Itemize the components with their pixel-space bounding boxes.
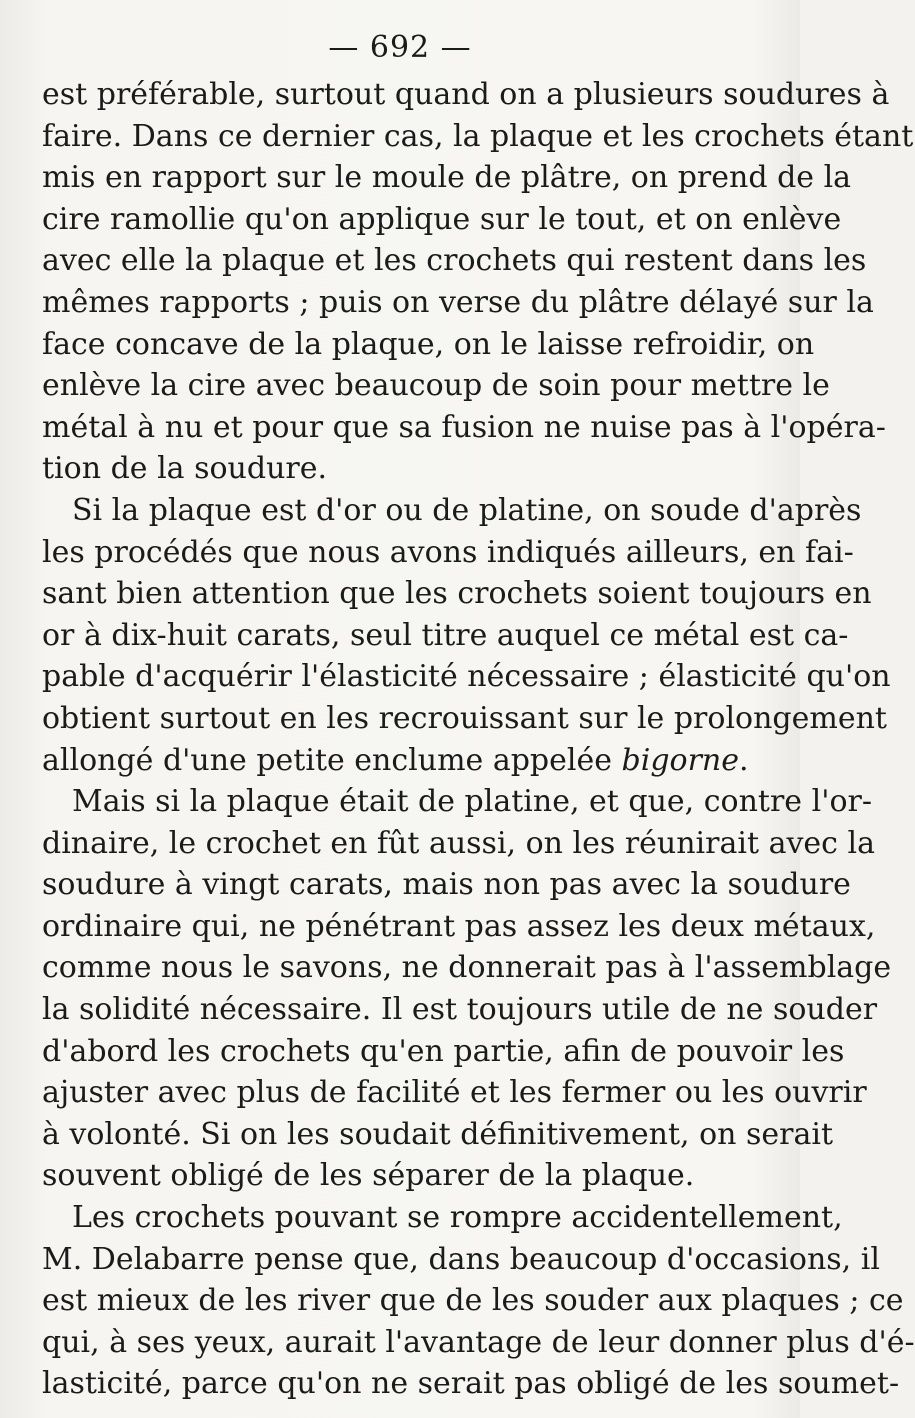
text-line [42, 1031, 845, 1073]
line-text: dinaire, le crochet en fût aussi, on les réunirait avec la [42, 825, 875, 861]
text-line [42, 1114, 834, 1156]
line-text: allongé d'une petite enclume appelée [42, 742, 612, 778]
line-text: avec elle la plaque et les crochets qui restent dans les [42, 243, 867, 279]
line-text: lasticité, parce qu'on ne serait pas obligé de les soumet- [42, 1366, 900, 1402]
text-line [42, 864, 851, 906]
text-line [42, 1363, 900, 1405]
line-text: pable d'acquérir l'élasticité nécessaire ; élasticité qu'on [42, 659, 891, 695]
line-text: face concave de la plaque, on le laisse refroidir, on [42, 326, 815, 362]
line-text: est préférable, surtout quand on a plusieurs soudures à [42, 77, 890, 112]
text-line [42, 282, 874, 324]
text-line [42, 407, 886, 449]
text-line [42, 906, 876, 948]
line-text: or à dix-huit carats, seul titre auquel ce métal est ca- [42, 617, 849, 653]
line-text: d'abord les crochets qu'en partie, afin de pouvoir les [42, 1033, 845, 1069]
text-line [42, 615, 849, 657]
line-text: faire. Dans ce dernier cas, la plaque et les crochets étant [42, 118, 914, 154]
text-line [42, 532, 854, 574]
line-text: cire ramollie qu'on applique sur le tout, et on enlève [42, 201, 842, 237]
text-line [42, 1155, 758, 1197]
line-text: la solidité nécessaire. Il est toujours utile de ne souder [42, 992, 878, 1028]
line-text: Les crochets pouvant se rompre accidentellement, [72, 1200, 843, 1236]
text-line [42, 199, 842, 241]
text-line [42, 656, 891, 698]
line-text: mêmes rapports ; puis on verse du plâtre délayé sur la [42, 284, 874, 320]
line-text: M. Delabarre pense que, dans beaucoup d'occasions, il [42, 1241, 880, 1277]
line-text: qui, à ses yeux, aurait l'avantage de leur donner plus d'é- [42, 1324, 915, 1360]
text-line [42, 74, 890, 116]
line-text: est mieux de les river que de les souder aux plaques ; ce [42, 1283, 904, 1319]
text-line [42, 823, 875, 865]
line-punctuation: . [739, 742, 749, 778]
text-line [42, 1072, 867, 1114]
text-line [42, 365, 830, 407]
text-line [42, 698, 887, 740]
line-text: métal à nu et pour que sa fusion ne nuise pas à l'opéra- [42, 409, 886, 445]
line-text: soudure à vingt carats, mais non pas avec la soudure [42, 867, 851, 903]
text-line [42, 157, 852, 199]
text-line [42, 490, 862, 532]
line-text: Si la plaque est d'or ou de platine, on soude d'après [72, 492, 862, 528]
text-line [42, 1197, 843, 1239]
text-line [42, 324, 815, 366]
text-line [42, 989, 878, 1031]
text-line [42, 116, 914, 158]
page-number: — 692 — [328, 30, 472, 65]
text-line [42, 240, 867, 282]
text-line [42, 448, 758, 490]
line-text: obtient surtout en les recrouissant sur le prolongement [42, 700, 887, 736]
line-text: enlève la cire avec beaucoup de soin pour mettre le [42, 368, 830, 404]
text-line [42, 1322, 915, 1364]
line-text: mis en rapport sur le moule de plâtre, on prend de la [42, 160, 852, 196]
text-line [42, 740, 758, 782]
italic-term: bigorne [621, 742, 740, 778]
line-text: sant bien attention que les crochets soient toujours en [42, 576, 872, 612]
text-line [42, 781, 872, 823]
text-line [42, 1239, 880, 1281]
line-text: ajuster avec plus de facilité et les fermer ou les ouvrir [42, 1075, 867, 1111]
line-text: ordinaire qui, ne pénétrant pas assez les deux métaux, [42, 908, 876, 944]
line-text: à volonté. Si on les soudait définitivement, on serait [42, 1116, 834, 1152]
body-text [42, 74, 915, 1405]
line-text: comme nous le savons, ne donnerait pas à l'assemblage [42, 950, 892, 986]
text-line [42, 573, 872, 615]
line-text: les procédés que nous avons indiqués ailleurs, en fai- [42, 534, 854, 570]
line-text: souvent obligé de les séparer de la plaque. [42, 1158, 695, 1194]
text-line [42, 1280, 904, 1322]
text-line [42, 947, 892, 989]
line-text: Mais si la plaque était de platine, et que, contre l'or- [72, 784, 872, 820]
line-text: tion de la soudure. [42, 451, 328, 487]
